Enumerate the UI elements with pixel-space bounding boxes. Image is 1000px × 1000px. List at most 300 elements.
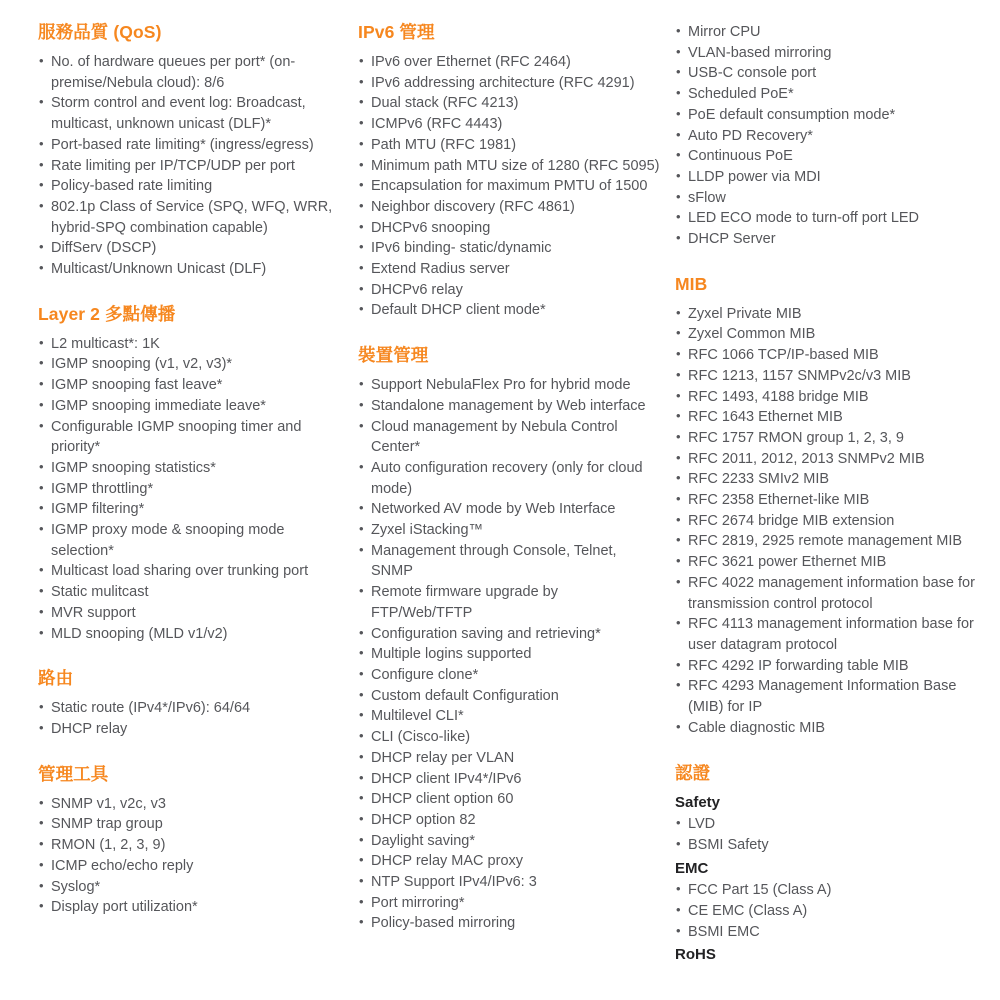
bullet-icon: • [39,898,44,914]
feature-text: IPv6 binding- static/dynamic [371,240,552,257]
feature-item [675,901,993,922]
feature-item [38,176,345,197]
bullet-icon: • [359,396,364,412]
spec-column-left [38,22,345,967]
bullet-icon: • [39,877,44,893]
feature-list [675,22,993,250]
feature-text: Cloud management by Nebula Control Center* [371,418,618,456]
bullet-icon: • [39,135,44,151]
feature-text: Dual stack (RFC 4213) [371,95,519,112]
bullet-icon: • [359,53,364,68]
feature-text: Continuous PoE [688,148,793,165]
feature-text: RFC 1493, 4188 bridge MIB [688,388,869,405]
feature-item [358,624,662,645]
bullet-icon: • [359,790,364,806]
bullet-icon: • [39,500,44,516]
feature-item [675,208,993,229]
feature-text: BSMI Safety [688,836,769,853]
feature-item [38,520,345,561]
feature-item [675,428,993,449]
feature-text: Management through Console, Telnet, SNMP [371,542,617,580]
feature-text: MVR support [51,604,136,621]
feature-text: IGMP proxy mode & snooping mode selection* [51,522,285,559]
feature-text: Multiple logins supported [371,646,532,663]
feature-item [38,877,345,898]
feature-item [358,727,662,748]
bullet-icon: • [39,417,44,433]
feature-list [358,52,662,321]
feature-text: RFC 4022 management information base for transmission control protocol [688,574,975,612]
bullet-icon: • [359,852,364,868]
feature-item [38,334,345,355]
feature-item [38,354,345,375]
bullet-icon: • [39,856,44,872]
bullet-icon: • [676,346,681,362]
bullet-icon: • [676,325,681,341]
feature-item [675,835,993,856]
bullet-icon: • [676,366,681,382]
bullet-icon: • [39,260,44,276]
feature-text: RFC 4293 Management Information Base (MIB) for IP [688,678,957,716]
feature-item [675,531,993,552]
bullet-icon: • [359,500,364,516]
bullet-icon: • [676,677,681,693]
feature-list [38,52,345,280]
feature-text: Storm control and event log: Broadcast, multicast, unknown unicast (DLF)* [51,95,306,133]
feature-item [38,897,345,918]
feature-text: RFC 4292 IP forwarding table MIB [688,657,909,674]
feature-item [38,835,345,856]
feature-item [358,913,662,934]
feature-text: Policy-based rate limiting [51,178,213,195]
bullet-icon: • [676,387,681,403]
feature-text: RFC 2358 Ethernet-like MIB [688,492,870,509]
feature-text: BSMI EMC [688,923,760,940]
feature-item [358,686,662,707]
feature-item [38,135,345,156]
feature-item [675,22,993,43]
feature-text: MLD snooping (MLD v1/v2) [51,625,228,642]
feature-text: Neighbor discovery (RFC 4861) [371,198,575,215]
feature-item [38,624,345,645]
feature-text: Daylight saving* [371,832,475,849]
feature-text: DHCP Server [688,231,776,248]
feature-text: Port-based rate limiting* (ingress/egress) [51,136,314,153]
feature-item [675,449,993,470]
bullet-icon: • [676,105,681,121]
bullet-icon: • [676,532,681,548]
bullet-icon: • [359,665,364,681]
bullet-icon: • [359,893,364,909]
bullet-icon: • [676,43,681,59]
feature-item [38,52,345,93]
feature-text: RMON (1, 2, 3, 9) [51,837,166,854]
spec-section [38,764,345,918]
feature-item [675,814,993,835]
bullet-icon: • [39,334,44,350]
feature-text: Static mulitcast [51,584,149,601]
feature-item [675,656,993,677]
feature-text: SNMP v1, v2c, v3 [51,795,166,812]
feature-item [675,126,993,147]
feature-item [358,872,662,893]
feature-text: Configurable IGMP snooping timer and priority* [51,418,302,456]
feature-text: CE EMC (Class A) [688,903,808,920]
feature-item [358,176,662,197]
feature-text: VLAN-based mirroring [688,44,832,61]
feature-item [358,748,662,769]
bullet-icon: • [676,428,681,444]
feature-text: Custom default Configuration [371,687,559,704]
bullet-icon: • [39,53,44,68]
section-title: Layer 2 多點傳播 [38,303,176,324]
bullet-icon: • [359,873,364,889]
feature-item [675,43,993,64]
feature-item [38,856,345,877]
bullet-icon: • [676,167,681,183]
feature-text: Minimum path MTU size of 1280 (RFC 5095) [371,157,660,174]
feature-item [38,698,345,719]
bullet-icon: • [676,553,681,569]
feature-item [675,387,993,408]
feature-text: RFC 1757 RMON group 1, 2, 3, 9 [688,429,904,446]
feature-item [675,324,993,345]
bullet-icon: • [359,376,364,392]
feature-item [358,417,662,458]
bullet-icon: • [359,645,364,661]
feature-item [38,396,345,417]
feature-text: Remote firmware upgrade by FTP/Web/TFTP [371,584,558,621]
feature-text: Display port utilization* [51,899,198,916]
feature-text: DHCP relay [51,720,128,737]
bullet-icon: • [39,603,44,619]
bullet-icon: • [359,218,364,234]
sub-heading: Safety [675,793,721,811]
feature-text: LED ECO mode to turn-off port LED [688,210,920,227]
feature-item [675,614,993,655]
bullet-icon: • [359,583,364,599]
feature-item [38,197,345,238]
bullet-icon: • [359,94,364,110]
feature-text: RFC 2674 bridge MIB extension [688,512,895,529]
bullet-icon: • [359,156,364,172]
bullet-icon: • [359,707,364,723]
feature-item [38,582,345,603]
bullet-icon: • [676,491,681,507]
bullet-icon: • [676,511,681,527]
feature-text: DiffServ (DSCP) [51,240,157,257]
feature-text: Standalone management by Web interface [371,397,646,414]
feature-item [358,52,662,73]
feature-item [675,469,993,490]
bullet-icon: • [676,902,681,918]
feature-text: IPv6 over Ethernet (RFC 2464) [371,54,571,70]
feature-text: PoE default consumption mode* [688,106,896,123]
feature-text: Mirror CPU [688,24,761,40]
feature-text: SNMP trap group [51,816,163,833]
feature-item [358,280,662,301]
feature-item [358,665,662,686]
bullet-icon: • [39,396,44,412]
feature-item [675,511,993,532]
feature-item [38,499,345,520]
bullet-icon: • [359,686,364,702]
bullet-icon: • [359,197,364,213]
feature-item [675,146,993,167]
spec-column-middle [358,22,662,967]
bullet-icon: • [39,719,44,735]
feature-item [358,541,662,582]
bullet-icon: • [676,23,681,38]
section-title: IPv6 管理 [358,22,435,42]
bullet-icon: • [676,881,681,897]
feature-list [358,375,662,934]
bullet-icon: • [676,922,681,938]
bullet-icon: • [359,748,364,764]
feature-text: CLI (Cisco-like) [371,729,471,746]
bullet-icon: • [676,470,681,486]
bullet-icon: • [39,836,44,852]
feature-text: RFC 3621 power Ethernet MIB [688,554,887,571]
feature-text: Policy-based mirroring [371,915,516,932]
bullet-icon: • [39,355,44,371]
bullet-icon: • [359,521,364,537]
feature-text: LVD [688,816,716,833]
feature-text: RFC 2819, 2925 remote management MIB [688,533,963,550]
bullet-icon: • [39,794,44,810]
feature-item [358,93,662,114]
feature-item [675,490,993,511]
feature-item [38,417,345,458]
bullet-icon: • [359,914,364,930]
bullet-icon: • [676,304,681,320]
feature-text: IPv6 addressing architecture (RFC 4291) [371,74,635,91]
feature-text: 802.1p Class of Service (SPQ, WFQ, WRR, hybrid-SPQ combination capable) [51,198,333,236]
feature-text: Support NebulaFlex Pro for hybrid mode [371,377,631,394]
feature-text: LLDP power via MDI [688,168,821,185]
bullet-icon: • [676,815,681,831]
feature-text: IGMP snooping statistics* [51,459,216,476]
feature-text: Rate limiting per IP/TCP/UDP per port [51,157,295,174]
feature-item [38,259,345,280]
bullet-icon: • [39,376,44,392]
bullet-icon: • [359,280,364,296]
feature-text: Configuration saving and retrieving* [371,625,601,642]
feature-item [38,238,345,259]
feature-item [38,603,345,624]
feature-item [358,831,662,852]
bullet-icon: • [39,562,44,578]
feature-list [675,304,993,739]
feature-item [675,676,993,717]
bullet-icon: • [359,810,364,826]
feature-text: Cable diagnostic MIB [688,719,826,736]
feature-text: Scheduled PoE* [688,86,794,103]
feature-text: RFC 1643 Ethernet MIB [688,409,843,426]
feature-item [358,520,662,541]
feature-text: ICMP echo/echo reply [51,857,194,874]
feature-item [358,135,662,156]
feature-text: RFC 1213, 1157 SNMPv2c/v3 MIB [688,367,911,384]
feature-item [38,561,345,582]
spec-section [38,22,345,280]
feature-item [358,769,662,790]
feature-item [675,304,993,325]
bullet-icon: • [359,541,364,557]
section-title: 認證 [675,762,711,783]
bullet-icon: • [676,188,681,204]
feature-text: FCC Part 15 (Class A) [688,882,832,899]
section-title: MIB [675,273,708,294]
feature-item [675,366,993,387]
feature-item [38,156,345,177]
feature-item [358,218,662,239]
feature-text: RFC 1066 TCP/IP-based MIB [688,347,879,364]
bullet-icon: • [359,135,364,151]
feature-item [358,396,662,417]
feature-text: Auto configuration recovery (only for cloud mode) [371,459,643,497]
feature-text: RFC 2233 SMIv2 MIB [688,471,830,488]
bullet-icon: • [359,728,364,744]
feature-item [675,84,993,105]
bullet-icon: • [39,239,44,255]
feature-text: Multicast/Unknown Unicast (DLF) [51,261,267,278]
feature-text: NTP Support IPv4/IPv6: 3 [371,874,537,891]
feature-item [358,197,662,218]
bullet-icon: • [39,479,44,495]
bullet-icon: • [676,449,681,465]
feature-item [675,105,993,126]
feature-text: Networked AV mode by Web Interface [371,501,616,518]
feature-text: IGMP filtering* [51,501,145,518]
bullet-icon: • [39,156,44,172]
feature-item [675,345,993,366]
feature-text: L2 multicast*: 1K [51,335,160,352]
feature-text: Multicast load sharing over trunking port [51,563,309,580]
feature-item [675,880,993,901]
feature-text: Encapsulation for maximum PMTU of 1500 [371,178,648,195]
feature-text: USB-C console port [688,65,817,82]
spec-section [38,668,345,739]
bullet-icon: • [676,64,681,80]
feature-text: Configure clone* [371,666,479,683]
feature-item [358,644,662,665]
feature-item [38,814,345,835]
spec-section [38,304,345,645]
feature-text: Zyxel Common MIB [688,326,816,343]
bullet-icon: • [359,177,364,193]
bullet-icon: • [359,417,364,433]
section-title: 裝置管理 [358,345,429,366]
feature-text: IGMP throttling* [51,480,154,497]
feature-text: No. of hardware queues per port* (on-premise/Nebula cloud): 8/6 [51,54,296,91]
bullet-icon: • [39,699,44,715]
feature-item [358,582,662,623]
feature-item [675,63,993,84]
feature-item [358,810,662,831]
feature-text: DHCP relay MAC proxy [371,853,524,870]
feature-text: DHCP relay per VLAN [371,749,515,766]
feature-item [358,238,662,259]
feature-text: Port mirroring* [371,894,465,911]
feature-item [38,479,345,500]
feature-text: Path MTU (RFC 1981) [371,136,517,153]
feature-item [358,375,662,396]
bullet-icon: • [676,615,681,631]
feature-list [38,334,345,645]
feature-item [675,573,993,614]
feature-text: DHCPv6 snooping [371,219,491,236]
feature-text: Syslog* [51,878,101,895]
bullet-icon: • [39,177,44,193]
feature-item [358,259,662,280]
bullet-icon: • [359,115,364,131]
bullet-icon: • [676,573,681,589]
feature-item [38,375,345,396]
spec-section [358,345,662,934]
feature-text: Static route (IPv4*/IPv6): 64/64 [51,700,251,717]
spec-section [675,274,993,739]
feature-text: RFC 2011, 2012, 2013 SNMPv2 MIB [688,450,925,467]
bullet-icon: • [676,230,681,246]
feature-item [38,93,345,134]
feature-item [675,229,993,250]
section-title: 路由 [38,668,74,689]
section-title: 服務品質 (QoS) [38,22,162,42]
feature-item [358,300,662,321]
feature-text: IGMP snooping (v1, v2, v3)* [51,356,233,373]
bullet-icon: • [676,408,681,424]
spec-column-right [675,22,993,967]
bullet-icon: • [39,94,44,110]
feature-list [38,698,345,739]
feature-item [38,458,345,479]
feature-text: ICMPv6 (RFC 4443) [371,116,503,133]
feature-item [675,922,993,943]
bullet-icon: • [676,147,681,163]
feature-item [358,73,662,94]
feature-item [358,458,662,499]
feature-item [358,499,662,520]
feature-item [675,188,993,209]
spec-section [358,22,662,321]
feature-text: DHCP option 82 [371,811,476,828]
bullet-icon: • [359,260,364,276]
bullet-icon: • [676,718,681,734]
feature-item [358,114,662,135]
sub-heading: RoHS [675,946,716,964]
feature-item [358,789,662,810]
bullet-icon: • [676,656,681,672]
feature-item [38,794,345,815]
feature-item [675,718,993,739]
bullet-icon: • [359,301,364,317]
feature-item [675,552,993,573]
feature-text: sFlow [688,189,726,206]
bullet-icon: • [359,624,364,640]
bullet-icon: • [359,73,364,89]
feature-text: DHCP client IPv4*/IPv6 [371,770,522,787]
feature-item [358,706,662,727]
bullet-icon: • [39,458,44,474]
feature-text: Extend Radius server [371,261,510,278]
feature-item [675,167,993,188]
bullet-icon: • [676,126,681,142]
feature-item [358,851,662,872]
bullet-icon: • [39,583,44,599]
bullet-icon: • [359,831,364,847]
sub-heading: EMC [675,859,709,877]
